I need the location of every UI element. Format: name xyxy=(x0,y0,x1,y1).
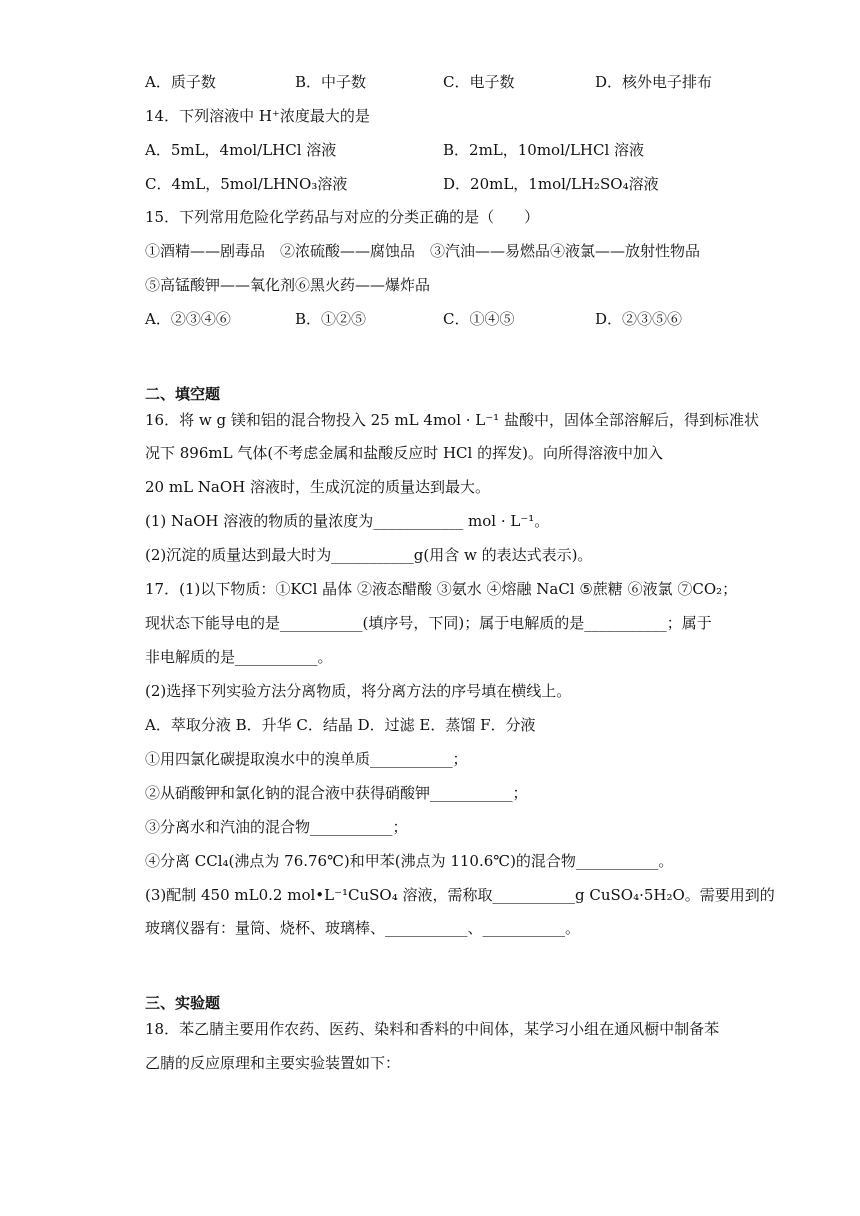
q13-option-b: B．中子数 xyxy=(295,73,367,91)
q16-subquestion-1: (1) NaOH 溶液的物质的量浓度为____________ mol · L⁻¹。 xyxy=(145,512,550,530)
q14-option-d: D．20mL，1mol/LH₂SO₄溶液 xyxy=(443,175,659,193)
q17-methods-list: A．萃取分液 B．升华 C．结晶 D．过滤 E．蒸馏 F．分液 xyxy=(145,716,536,734)
q17-item-4: ④分离 CCl₄(沸点为 76.76℃)和甲苯(沸点为 110.6℃)的混合物___________。 xyxy=(145,852,674,870)
q16-line-2: 况下 896mL 气体(不考虑金属和盐酸反应时 HCl 的挥发)。向所得溶液中加入 xyxy=(145,444,663,462)
q17-line-4: (2)选择下列实验方法分离物质，将分离方法的序号填在横线上。 xyxy=(145,682,572,700)
q14-option-b: B．2mL，10mol/LHCl 溶液 xyxy=(443,141,645,159)
q17-item-2: ②从硝酸钾和氯化钠的混合液中获得硝酸钾___________； xyxy=(145,784,528,802)
q13-option-a: A．质子数 xyxy=(145,73,216,91)
q13-option-d: D．核外电子排布 xyxy=(595,73,713,91)
q17-line-11: 玻璃仪器有：量筒、烧杯、玻璃棒、___________、___________。 xyxy=(145,919,581,937)
section-heading-fill-in: 二、填空题 xyxy=(145,385,221,403)
q14-stem: 14．下列溶液中 H⁺浓度最大的是 xyxy=(145,107,370,125)
q17-line-2: 现状态下能导电的是___________(填序号，下同)；属于电解质的是___________；属于 xyxy=(145,614,712,632)
q16-line-1: 16．将 w g 镁和铝的混合物投入 25 mL 4mol · L⁻¹ 盐酸中，固体全部溶解后，得到标准状 xyxy=(145,411,759,429)
q16-line-3: 20 mL NaOH 溶液时，生成沉淀的质量达到最大。 xyxy=(145,478,491,496)
q17-line-3: 非电解质的是___________。 xyxy=(145,648,333,666)
q15-option-a: A．②③④⑥ xyxy=(145,310,231,328)
q15-option-d: D．②③⑤⑥ xyxy=(595,310,683,328)
q15-option-b: B．①②⑤ xyxy=(295,310,367,328)
q15-items-line-1: ①酒精——剧毒品 ②浓硫酸——腐蚀品 ③汽油——易燃品④液氯——放射性物品 xyxy=(145,242,701,260)
q15-items-line-2: ⑤高锰酸钾——氧化剂⑥黑火药——爆炸品 xyxy=(145,276,431,294)
q14-option-a: A．5mL，4mol/LHCl 溶液 xyxy=(145,141,337,159)
q17-line-1: 17．(1)以下物质：①KCl 晶体 ②液态醋酸 ③氨水 ④熔融 NaCl ⑤蔗糖 ⑥液氯 ⑦CO₂； xyxy=(145,580,738,598)
q18-line-2: 乙腈的反应原理和主要实验装置如下： xyxy=(145,1054,401,1072)
q14-option-c: C．4mL，5mol/LHNO₃溶液 xyxy=(145,175,348,193)
q17-line-10: (3)配制 450 mL0.2 mol•L⁻¹CuSO₄ 溶液，需称取___________g CuSO₄·5H₂O。需要用到的 xyxy=(145,886,775,904)
q15-stem: 15．下列常用危险化学药品与对应的分类正确的是（ ） xyxy=(145,208,540,226)
q17-item-1: ①用四氯化碳提取溴水中的溴单质___________； xyxy=(145,750,468,768)
q13-option-c: C．电子数 xyxy=(443,73,515,91)
q17-item-3: ③分离水和汽油的混合物___________； xyxy=(145,818,408,836)
q18-line-1: 18．苯乙腈主要用作农药、医药、染料和香料的中间体，某学习小组在通风橱中制备苯 xyxy=(145,1020,720,1038)
q15-option-c: C．①④⑤ xyxy=(443,310,515,328)
q16-subquestion-2: (2)沉淀的质量达到最大时为___________g(用含 w 的表达式表示)。 xyxy=(145,546,593,564)
section-heading-experiment: 三、实验题 xyxy=(145,994,221,1012)
